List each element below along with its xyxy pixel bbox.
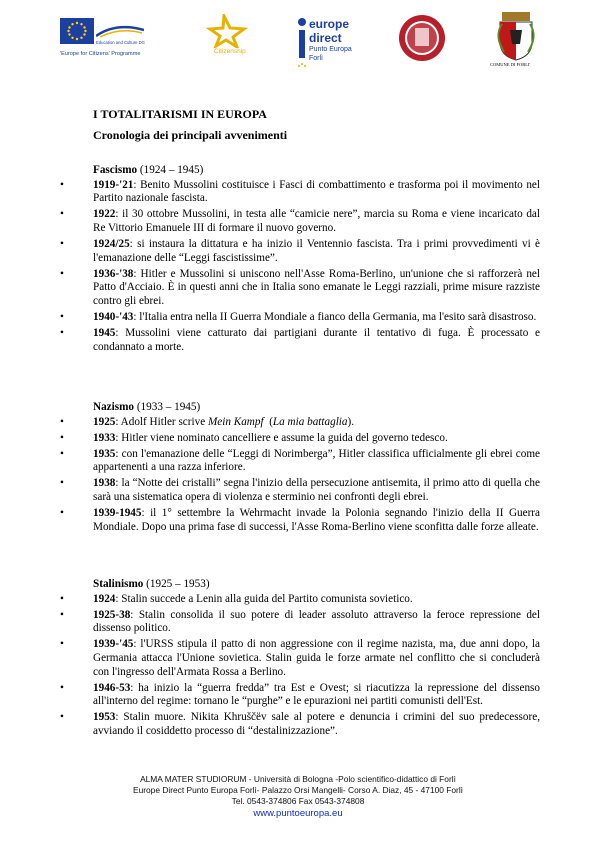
bullet-icon: • <box>60 681 64 694</box>
entry-year: 1935 <box>93 447 116 460</box>
bullet-icon: • <box>60 310 64 323</box>
eu-flag-icon <box>60 18 94 44</box>
list-item <box>60 477 540 504</box>
footer-contact-line: Tel. 0543-374806 Fax 0543-374808 <box>231 796 365 806</box>
entry-text: : l'Italia entra nella II Guerra Mondiale a fianco della Germania, ma l'esito sarà disastroso. <box>133 310 537 323</box>
bullet-icon: • <box>60 711 64 724</box>
entry-text: : Stalin consolida il suo potere di leader assoluto attraverso la feroce repressione del dissenso politico. <box>93 608 540 635</box>
entry-text: : Hitler viene nominato cancelliere e assume la guida del governo tedesco. <box>115 431 448 444</box>
entry-text: : Stalin succede a Lenin alla guida del Partito comunista sovietico. <box>115 592 413 605</box>
section-heading <box>60 578 540 592</box>
list-item <box>60 327 540 354</box>
entry-text: : si instaura la dittatura e ha inizio il Ventennio fascista. Tra i primi provvedimenti vi è l'emanazione delle “Leggi fascistissime”. <box>93 237 540 264</box>
bullet-icon: • <box>60 608 64 621</box>
entry-text: : Mussolini viene catturato dai partigiani durante il tentativo di fuga. È processato e condannato a morte. <box>93 327 540 353</box>
university-seal-logo <box>398 14 446 62</box>
list-item <box>60 416 540 430</box>
entry-year: 1924/25 <box>93 237 130 250</box>
section-stalinismo <box>60 578 540 741</box>
entry-text: ( <box>263 415 273 428</box>
section-heading <box>60 164 540 178</box>
europe-direct-logo <box>296 14 358 72</box>
eu-logo-caption: Education and Culture DG <box>96 40 145 45</box>
list-item <box>60 682 540 709</box>
document-subtitle: Cronologia dei principali avvenimenti <box>93 128 288 142</box>
bullet-icon: • <box>60 431 64 444</box>
entry-text: : Stalin muore. Nikita Khruščëv sale al potere e denuncia i crimini del suo predecessore, avviando il cosiddetto processo di “destalinizzazione”. <box>93 711 540 737</box>
list-item <box>60 593 540 607</box>
footer-website-link[interactable]: www.puntoeuropa.eu <box>253 808 343 819</box>
section-period: (1933 – 1945) <box>136 401 201 413</box>
entry-year: 1945 <box>93 327 116 340</box>
star-icon <box>196 14 270 48</box>
entry-year: 1925-38 <box>93 608 131 621</box>
list-item <box>60 311 540 325</box>
europe-direct-word-3: Punto Europa <box>309 46 352 53</box>
section-period: (1924 – 1945) <box>139 164 204 176</box>
citizenship-logo <box>196 14 270 62</box>
entry-year: 1924 <box>93 592 116 605</box>
list-item <box>60 507 540 534</box>
europe-direct-word-1: europe <box>309 17 350 31</box>
entry-year: 1938 <box>93 477 116 490</box>
section-fascismo <box>60 164 540 357</box>
bullet-icon: • <box>60 178 64 191</box>
seal-icon <box>398 14 446 62</box>
section-period: (1925 – 1953) <box>146 578 210 590</box>
europe-direct-word-4: Forlì <box>309 55 323 62</box>
entry-year: 1939-1945 <box>93 507 142 520</box>
entry-year: 1940-'43 <box>93 310 134 323</box>
list-item <box>60 711 540 738</box>
list-item <box>60 432 540 446</box>
section-name: Stalinismo <box>93 578 144 590</box>
entry-text: : Benito Mussolini costituisce i Fasci di combattimento e trasforma poi il movimento nel Partito nazionale fascista. <box>93 178 540 205</box>
entry-text: : con l'emanazione delle “Leggi di Norimberga”, Hitler classifica ufficialmente gli ebrei come appartenenti a una razza inferiore. <box>93 447 540 474</box>
book-title-translation: La mia battaglia <box>272 415 348 428</box>
footer-university-line: ALMA MATER STUDIORUM - Università di Bologna -Polo scientifico-didattico di Forlì <box>140 774 456 784</box>
bullet-icon: • <box>60 267 64 280</box>
entry-text: : il 30 ottobre Mussolini, in testa alle “camicie nere”, marcia su Roma e viene incaricato dal Re Vittorio Emanuele III di formare il nuovo governo. <box>93 208 540 234</box>
bullet-icon: • <box>60 415 64 428</box>
eu-programme-caption: 'Europe for Citizens' Programme <box>60 51 141 57</box>
bullet-icon: • <box>60 447 64 460</box>
bullet-icon: • <box>60 477 64 490</box>
section-nazismo <box>60 401 540 537</box>
comune-caption: COMUNE DI FORLI' <box>490 62 531 67</box>
bullet-icon: • <box>60 208 64 221</box>
list-item <box>60 638 540 679</box>
eu-programme-logo <box>60 18 172 64</box>
entry-year: 1939-'45 <box>93 638 134 651</box>
entry-text: : l'URSS stipula il patto di non aggressione con il regime nazista, ma, due anni dopo, la Germania attacca l'Unione sovietica. Stalin guida le forze armate nel conflitto che si concluderà con l'ingresso dell'Armata Rossa a Berlino. <box>93 638 540 678</box>
coat-of-arms-icon <box>488 12 544 62</box>
entry-text: : Adolf Hitler scrive <box>115 415 208 428</box>
list-item <box>60 609 540 636</box>
comune-forli-logo <box>488 12 544 72</box>
list-item <box>60 238 540 265</box>
list-item <box>60 448 540 475</box>
section-heading <box>60 401 540 415</box>
list-item <box>60 208 540 235</box>
section-name: Fascismo <box>93 164 138 176</box>
entry-year: 1953 <box>93 711 116 724</box>
entry-year: 1919-'21 <box>93 178 134 191</box>
section-name: Nazismo <box>93 401 135 413</box>
bullet-icon: • <box>60 592 64 605</box>
bullet-icon: • <box>60 237 64 250</box>
book-title: Mein Kampf <box>207 415 264 428</box>
list-item <box>60 179 540 206</box>
entry-text: : il 1° settembre la Wehrmacht invade la Polonia segnando l'inizio della II Guerra Mondiale. Dopo una prima fase di successi, l'Asse Roma-Berlino viene sconfitta dalle forze alleate. <box>93 507 540 533</box>
footer-address-line: Europe Direct Punto Europa Forlì- Palazzo Orsi Mangelli- Corso A. Diaz, 45 - 47100 Forlì <box>132 785 464 795</box>
list-item <box>60 268 540 309</box>
entry-year: 1946-53 <box>93 681 131 694</box>
swoosh-icon <box>96 24 144 38</box>
document-title: I TOTALITARISMI IN EUROPA <box>93 107 267 121</box>
citizenship-caption: Citizenship <box>214 48 246 55</box>
entry-text: : ha inizio la “guerra fredda” tra Est e Ovest; si riacutizza la repressione del dissenso all'interno del regime: tornano le “purghe” e le epurazioni nei partiti comunisti dell'Est. <box>93 681 540 708</box>
entry-year: 1936-'38 <box>93 267 134 280</box>
bullet-icon: • <box>60 507 64 520</box>
entry-text: : la “Notte dei cristalli” segna l'inizio della persecuzione antisemita, il primo atto di quella che sarà una sistematica opera di violenza e sterminio nei confronti degli ebrei. <box>93 477 540 504</box>
entry-text: : Hitler e Mussolini si uniscono nell'Asse Roma-Berlino, un'unione che si rafforzerà nel Patto d'Acciaio. È in questi anni che in Italia sono emanate le Leggi razziali, prime misure razziste contro gli ebrei. <box>93 267 540 307</box>
entry-text: ). <box>347 415 355 428</box>
info-i-icon <box>296 14 308 72</box>
bullet-icon: • <box>60 638 64 651</box>
entry-year: 1922 <box>93 208 116 221</box>
europe-direct-word-2: direct <box>309 31 342 45</box>
bullet-icon: • <box>60 327 64 340</box>
entry-year: 1933 <box>93 431 116 444</box>
entry-year: 1925 <box>93 415 116 428</box>
